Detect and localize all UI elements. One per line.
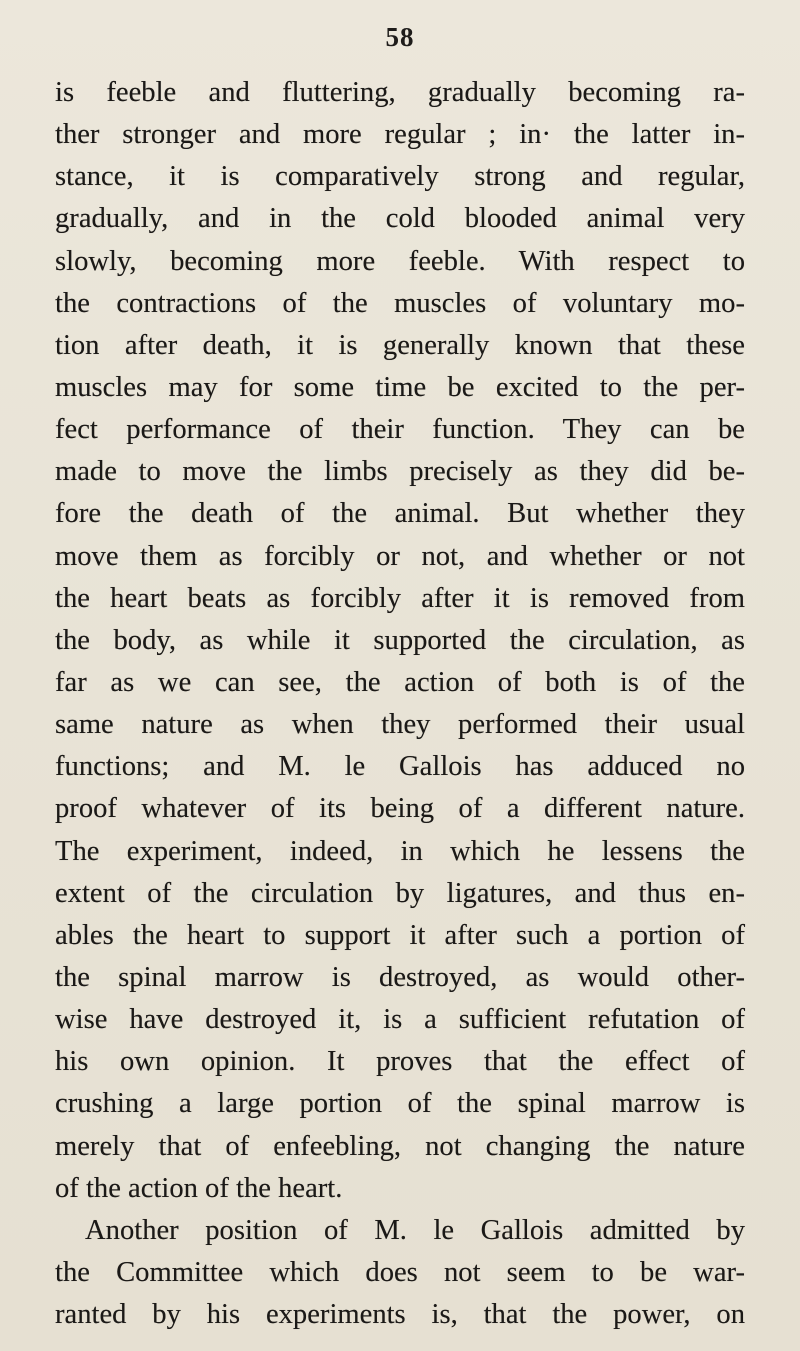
text-line: crushing a large portion of the spinal marrow is <box>55 1088 745 1120</box>
text-line: same nature as when they performed their usual <box>55 709 745 741</box>
text-line: gradually, and in the cold blooded animal very <box>55 203 745 235</box>
body-text <box>55 72 745 1336</box>
text-line: ranted by his experiments is, that the power, on <box>55 1299 745 1331</box>
text-line: merely that of enfeebling, not changing the nature <box>55 1130 745 1162</box>
text-line: is feeble and fluttering, gradually becoming ra- <box>55 77 745 108</box>
text-line: The experiment, indeed, in which he lessens the <box>55 835 745 867</box>
text-line: ther stronger and more regular ; in· the latter in- <box>55 119 745 151</box>
text-line: slowly, becoming more feeble. With respect to <box>55 245 745 277</box>
text-line: the heart beats as forcibly after it is removed from <box>55 582 745 614</box>
text-line: the contractions of the muscles of voluntary mo- <box>55 287 745 319</box>
text-line: move them as forcibly or not, and whether or not <box>55 540 745 572</box>
text-line: made to move the limbs precisely as they did be- <box>55 456 745 488</box>
text-line: the body, as while it supported the circulation, as <box>55 624 745 656</box>
text-line: extent of the circulation by ligatures, and thus en- <box>55 877 745 909</box>
text-line: his own opinion. It proves that the effect of <box>55 1046 745 1078</box>
text-line: tion after death, it is generally known that these <box>55 329 745 361</box>
text-line: the Committee which does not seem to be war- <box>55 1256 745 1288</box>
text-line: Another position of M. le Gallois admitted by <box>85 1214 745 1246</box>
text-line: muscles may for some time be excited to the per- <box>55 371 745 403</box>
text-line: stance, it is comparatively strong and regular, <box>55 161 745 193</box>
page-number: 58 <box>385 22 415 52</box>
text-line: the spinal marrow is destroyed, as would other- <box>55 961 745 993</box>
text-line: ables the heart to support it after such a portion of <box>55 919 745 951</box>
text-line: proof whatever of its being of a different nature. <box>55 793 745 825</box>
text-line: far as we can see, the action of both is of the <box>55 666 745 698</box>
text-line: fore the death of the animal. But whether they <box>55 498 745 530</box>
text-line: wise have destroyed it, is a sufficient refutation of <box>55 1004 745 1036</box>
text-line: of the action of the heart. <box>55 1172 343 1204</box>
text-line: fect performance of their function. They can be <box>55 414 745 446</box>
text-line: functions; and M. le Gallois has adduced no <box>55 751 745 783</box>
